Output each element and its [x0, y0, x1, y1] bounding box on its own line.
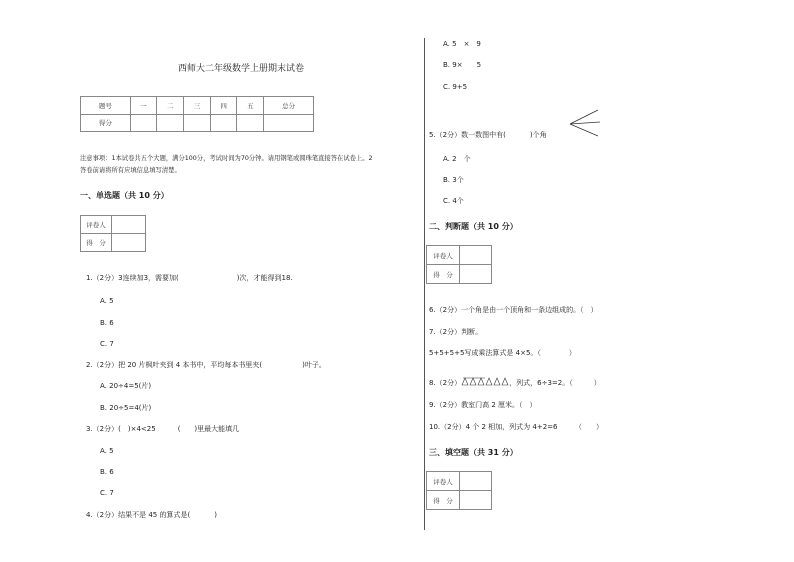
section-3-heading: 三、填空题（共 31 分） [429, 448, 518, 457]
q4-option-b[interactable]: B. 9× 5 [443, 61, 482, 69]
section-2-heading: 二、判断题（共 10 分） [429, 222, 518, 231]
score-row-label: 得分 [81, 114, 131, 132]
q3-option-a[interactable]: A. 5 [100, 447, 114, 455]
score-cell[interactable] [237, 114, 264, 132]
question-7: 7.（2分）判断。 [429, 328, 483, 336]
q5-option-c[interactable]: C. 4个 [443, 197, 464, 205]
q1-option-c[interactable]: C. 7 [100, 340, 114, 348]
score-header: 二 [157, 97, 184, 115]
question-5 [429, 131, 547, 140]
question-8-label: 8.（2分） [429, 379, 462, 387]
score-header: 总分 [264, 97, 314, 115]
angle-ray [570, 122, 600, 124]
column-divider [424, 38, 425, 530]
score-label: 得 分 [427, 265, 460, 284]
question-4 [86, 511, 217, 520]
question-6: 6.（2分）一个角是由一个顶角和一条边组成的。（ ） [429, 306, 598, 314]
question-8 [429, 377, 601, 388]
score-cell[interactable] [210, 114, 237, 132]
score-header: 四 [210, 97, 237, 115]
score-cell[interactable] [460, 265, 492, 284]
score-cell[interactable] [130, 114, 157, 132]
q5-option-b[interactable]: B. 3个 [443, 176, 464, 184]
score-label: 得 分 [81, 234, 112, 252]
score-header: 五 [237, 97, 264, 115]
q1-option-a[interactable]: A. 5 [100, 297, 114, 305]
grader-label: 评卷人 [81, 216, 112, 234]
score-cell[interactable] [460, 491, 492, 510]
score-header: 三 [184, 97, 211, 115]
question-2-stem-end: )叶子。 [302, 361, 326, 369]
q5-option-a[interactable]: A. 2 个 [443, 155, 471, 163]
question-3-stem: 3.（2分）( )×4<25 [86, 425, 156, 433]
score-table [80, 96, 314, 132]
notice-line-2: 答卷前请将所有应填信息填写清楚。 [80, 167, 181, 174]
question-9: 9.（2分）教室门高 2 厘米。（ ） [429, 401, 537, 409]
question-1-stem-end: )次，才能得到18. [236, 274, 293, 282]
q4-option-c[interactable]: C. 9+5 [443, 83, 468, 91]
question-5-stem: 5.（2分）数一数图中有( [429, 131, 506, 139]
score-cell[interactable] [157, 114, 184, 132]
score-header: 题号 [81, 97, 131, 115]
question-1 [86, 274, 293, 283]
q1-option-b[interactable]: B. 6 [100, 319, 114, 327]
question-3 [86, 425, 239, 434]
question-10: 10.（2分）4 个 2 相加，列式为 4+2=6 （ ） [429, 423, 603, 431]
angle-ray [570, 124, 598, 136]
question-5-stem-end: )个角 [529, 131, 547, 139]
question-4-stem: 4.（2分）结果不是 45 的算式是( [86, 511, 191, 519]
grader-cell[interactable] [112, 216, 146, 234]
q4-option-a[interactable]: A. 5 × 9 [443, 40, 481, 48]
page-title: 西师大二年级数学上册期末试卷 [178, 64, 305, 74]
angles-figure-icon [568, 108, 602, 138]
question-3-stem-end: ( )里最大能填几 [177, 425, 240, 433]
score-cell[interactable] [112, 234, 146, 252]
question-4-stem-end: ) [214, 511, 217, 519]
grader-cell[interactable] [460, 472, 492, 491]
q3-option-c[interactable]: C. 7 [100, 489, 114, 497]
q2-option-a[interactable]: A. 20÷4=5(片) [100, 382, 152, 390]
score-label: 得 分 [427, 491, 460, 510]
grader-table-2 [426, 245, 492, 284]
triangles-figure-icon [461, 377, 509, 386]
grader-table-1 [80, 215, 146, 252]
notice-line-1: 注意事项：1本试卷共五个大题，满分100分，考试时间为70分钟。请用钢笔或圆珠笔直接答在试卷上。2 [80, 155, 373, 162]
grader-label: 评卷人 [427, 246, 460, 265]
question-8-rest: ，列式，6÷3=2。（ ） [509, 379, 601, 387]
grader-label: 评卷人 [427, 472, 460, 491]
q3-option-b[interactable]: B. 6 [100, 468, 114, 476]
score-cell[interactable] [264, 114, 314, 132]
question-2 [86, 361, 326, 370]
score-cell[interactable] [184, 114, 211, 132]
angle-ray [570, 110, 598, 124]
q2-option-b[interactable]: B. 20÷5=4(片) [100, 404, 152, 412]
question-7-statement: 5+5+5+5写成乘法算式是 4×5。（ ） [429, 349, 576, 357]
grader-cell[interactable] [460, 246, 492, 265]
question-2-stem: 2.（2分）把 20 片枫叶夹到 4 本书中，平均每本书里夹( [86, 361, 263, 369]
score-header: 一 [130, 97, 157, 115]
section-1-heading: 一、单选题（共 10 分） [80, 191, 169, 200]
question-1-stem: 1.（2分）3连续加3，需要加( [86, 274, 179, 282]
grader-table-3 [426, 471, 492, 510]
